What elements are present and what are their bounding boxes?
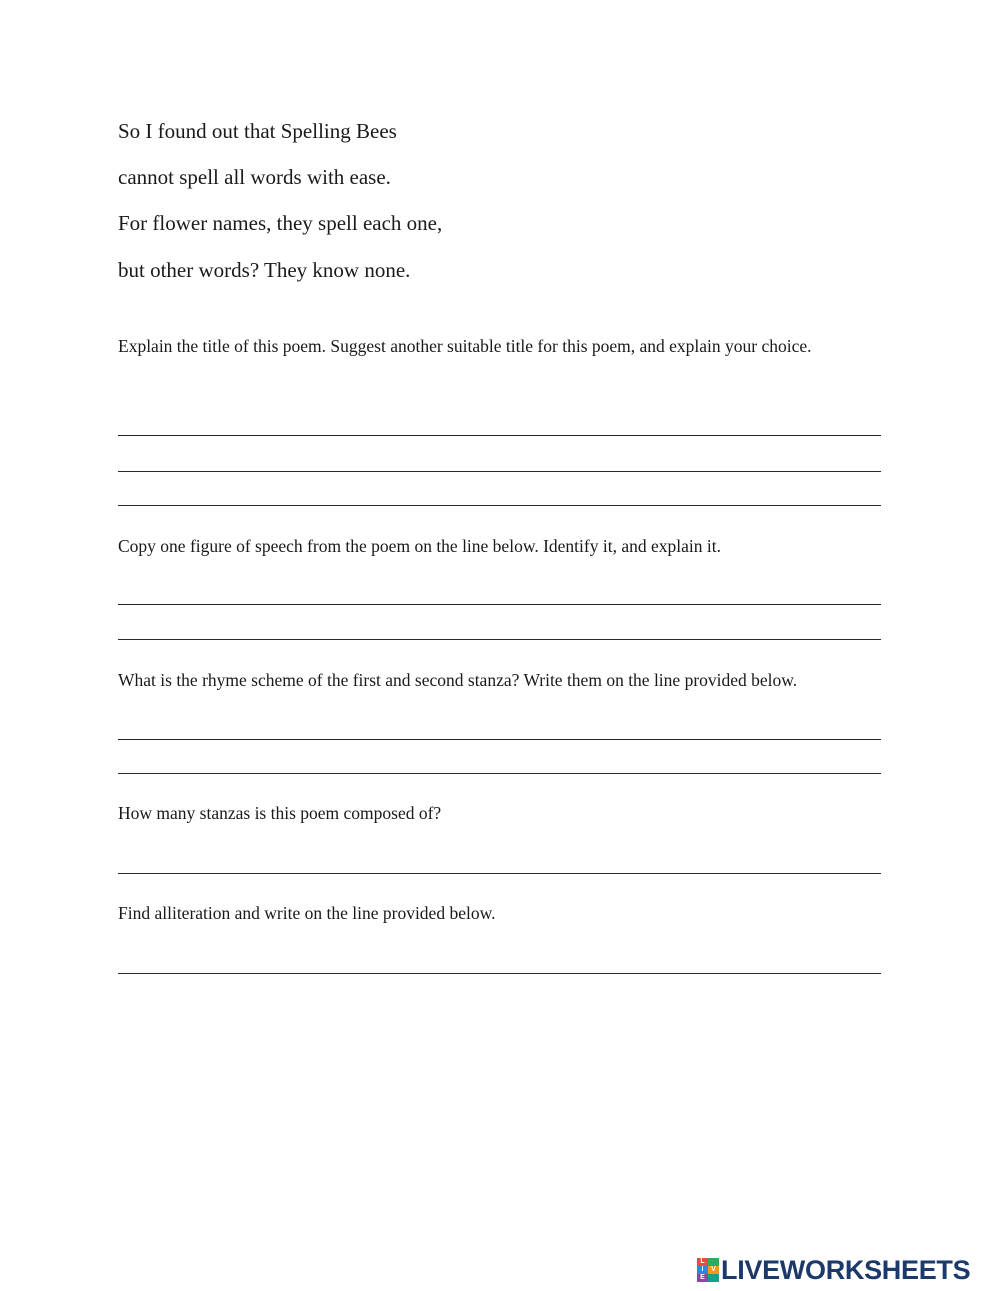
- question-4-prompt: How many stanzas is this poem composed of?: [118, 803, 442, 823]
- answer-line[interactable]: [118, 973, 881, 974]
- poem-line-4: but other words? They know none.: [118, 258, 411, 282]
- question-3-prompt: What is the rhyme scheme of the first and second stanza? Write them on the line provided below.: [118, 670, 798, 690]
- answer-line[interactable]: [118, 873, 881, 874]
- poem-line-1: So I found out that Spelling Bees: [118, 119, 397, 143]
- logo-tile: I: [697, 1266, 708, 1274]
- brand-name: LIVEWORKSHEETS: [721, 1255, 971, 1285]
- logo-tile: E: [697, 1274, 708, 1282]
- answer-line[interactable]: [118, 739, 881, 740]
- logo-mark-icon: [697, 1258, 719, 1282]
- answer-line[interactable]: [118, 505, 881, 506]
- answer-line[interactable]: [118, 604, 881, 605]
- question-2-prompt: Copy one figure of speech from the poem on the line below. Identify it, and explain it.: [118, 536, 721, 556]
- logo-tile: [708, 1274, 719, 1282]
- poem-line-3: For flower names, they spell each one,: [118, 211, 443, 235]
- question-5-prompt: Find alliteration and write on the line provided below.: [118, 903, 496, 923]
- liveworksheets-logo: [697, 1256, 970, 1284]
- answer-line[interactable]: [118, 639, 881, 640]
- answer-line[interactable]: [118, 435, 881, 436]
- poem-line-2: cannot spell all words with ease.: [118, 165, 391, 189]
- answer-line[interactable]: [118, 773, 881, 774]
- question-1-prompt: Explain the title of this poem. Suggest another suitable title for this poem, and explain your choice.: [118, 336, 812, 356]
- logo-tile: V: [708, 1266, 719, 1274]
- logo-tile: L: [697, 1258, 708, 1266]
- logo-tile: [708, 1258, 719, 1266]
- answer-line[interactable]: [118, 471, 881, 472]
